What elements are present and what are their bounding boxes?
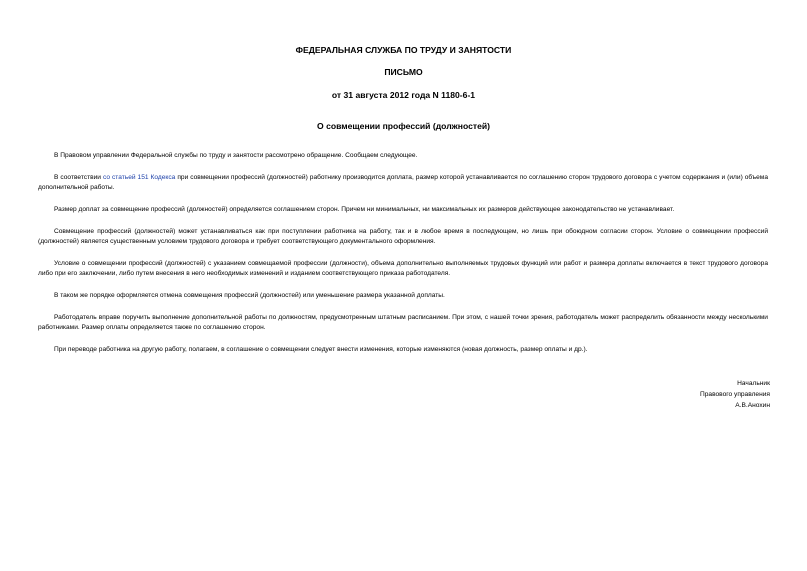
paragraph-2 [38, 173, 768, 193]
paragraph-2-text-after: при совмещении профессий (должностей) работнику производится доплата, размер которой устанавливается по соглашению сторон трудового договора с учетом содержания и (или) объема дополнительной работы. [38, 174, 768, 191]
paragraph-8: При переводе работника на другую работу, полагаем, в соглашение о совмещении следует внести изменения, которые изменяются (новая должность, размер оплаты и др.). [54, 346, 588, 353]
paragraph-7: Работодатель вправе поручить выполнение дополнительной работы по должностям, предусмотренным штатным расписанием. При этом, с нашей точки зрения, работодатель может распределить обязанности между несколькими работниками. Размер оплаты определяется также по соглашению сторон. [38, 314, 768, 331]
article-151-link[interactable]: со статьей 151 Кодекса [102, 174, 176, 181]
paragraph-6: В таком же порядке оформляется отмена совмещения профессий (должностей) или уменьшение размера указанной доплаты. [54, 292, 445, 299]
paragraph-4: Совмещение профессий (должностей) может устанавливаться как при поступлении работника на работу, так и в любое время в последующем, но лишь при обоюдном согласии сторон. Условие о совмещении профессий (должностей) является существенным условием трудового договора и требует соответствующего документального оформления. [38, 228, 768, 245]
paragraph-2-text-before: В соответствии [54, 174, 103, 181]
paragraph-1: В Правовом управлении Федеральной службы по труду и занятости рассмотрено обращение. Сообщаем следующее. [54, 152, 418, 159]
agency-heading: ФЕДЕРАЛЬНАЯ СЛУЖБА ПО ТРУДУ И ЗАНЯТОСТИ [295, 45, 512, 55]
letter-body [38, 151, 768, 355]
document-date-number: от 31 августа 2012 года N 1180-6-1 [331, 90, 476, 100]
document-type-heading: ПИСЬМО [384, 67, 423, 77]
paragraph-3: Размер доплат за совмещение профессий (должностей) определяется соглашением сторон. Причем ни минимальных, ни максимальных их размеров действующее законодательство не устанавливает. [54, 206, 675, 213]
document-subject-heading: О совмещении профессий (должностей) [317, 121, 490, 131]
signature-block [700, 378, 770, 411]
paragraph-5: Условие о совмещении профессий (должностей) с указанием совмещаемой профессии (должности), объема дополнительно выполняемых трудовых функций или работ и размера доплаты включается в текст трудового договора либо при его заключении, либо путем внесения в него необходимых изменений и изданием соответствующего приказа работодателя. [38, 260, 768, 277]
signatory-position: Начальник [737, 380, 770, 387]
signatory-name: А.В.Анохин [735, 402, 770, 409]
signatory-department: Правового управления [700, 391, 770, 398]
